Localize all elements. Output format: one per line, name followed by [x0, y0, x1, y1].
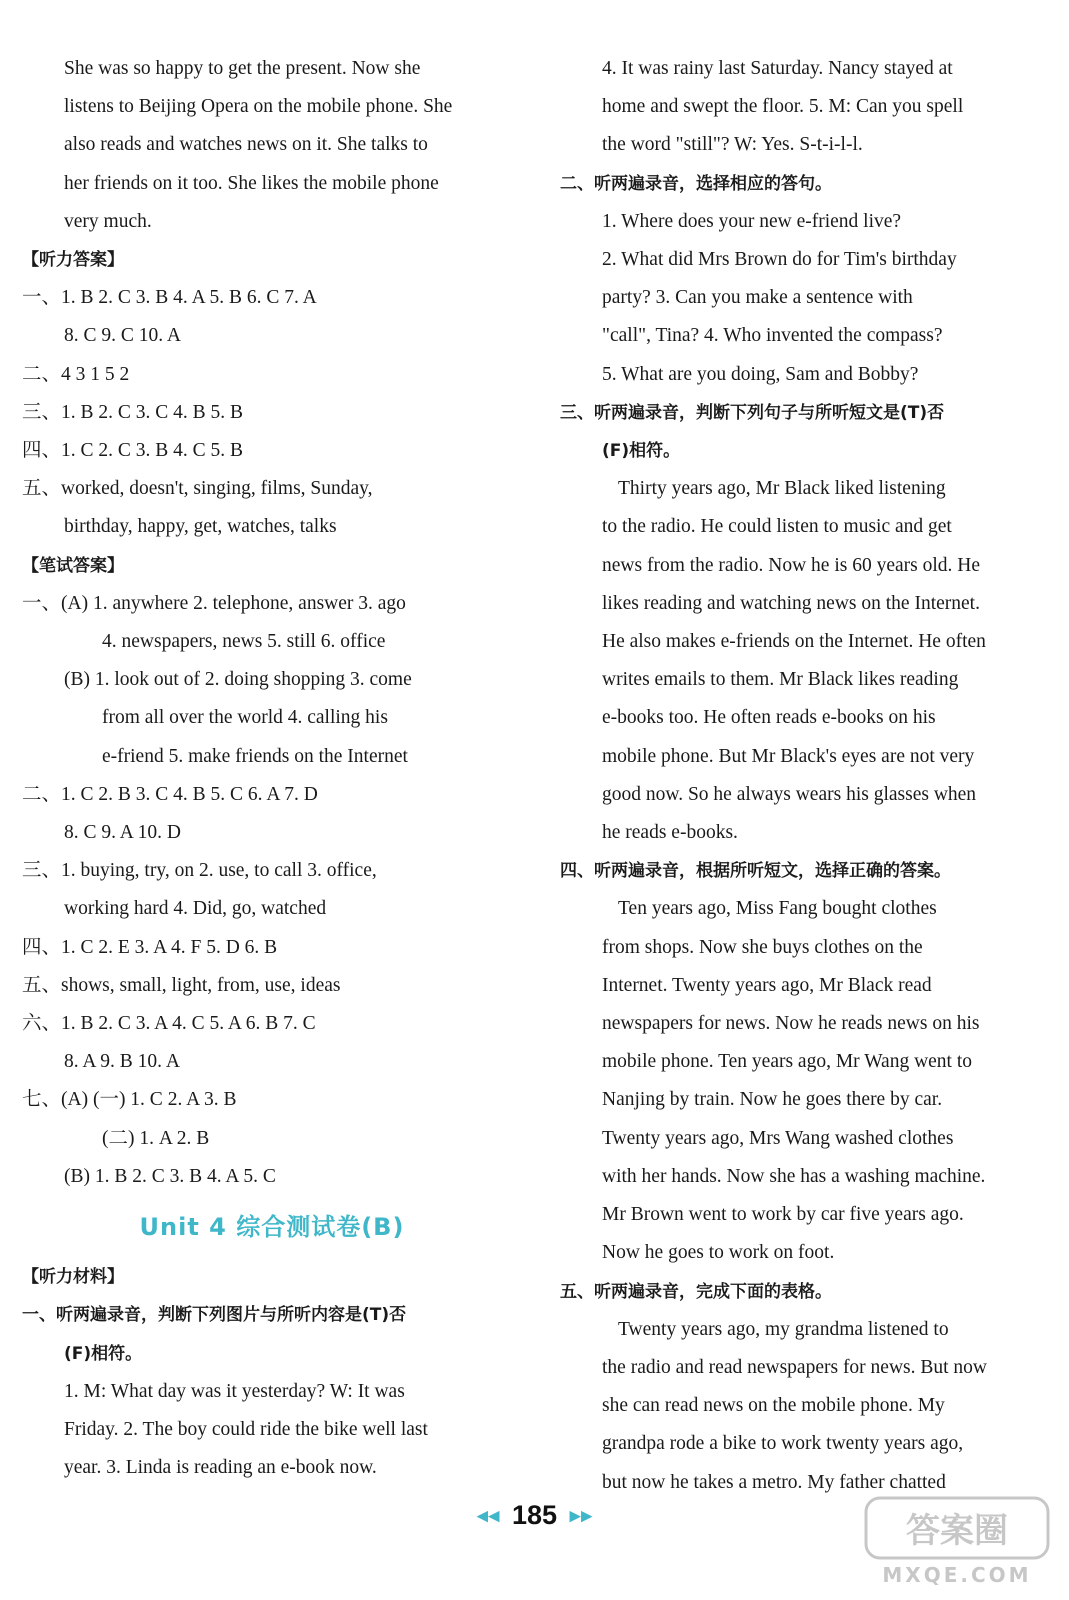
text-line: 二、1. C 2. B 3. C 4. B 5. C 6. A 7. D: [22, 783, 318, 805]
section-heading: 五、听两遍录音，完成下面的表格。: [560, 1281, 832, 1302]
text-line: the word "still"? W: Yes. S-t-i-l-l.: [602, 134, 863, 156]
text-line: Twenty years ago, my grandma listened to: [618, 1318, 949, 1340]
text-line: 4. newspapers, news 5. still 6. office: [102, 631, 386, 653]
text-line: 8. A 9. B 10. A: [64, 1051, 180, 1073]
section-heading: 【听力材料】: [22, 1267, 124, 1288]
text-line: to the radio. He could listen to music and get: [602, 516, 952, 538]
text-line: 4. It was rainy last Saturday. Nancy stayed at: [602, 58, 953, 79]
text-line: "call", Tina? 4. Who invented the compass?: [602, 325, 943, 347]
text-line: 四、1. C 2. C 3. B 4. C 5. B: [22, 440, 244, 462]
text-line: Ten years ago, Miss Fang bought clothes: [618, 898, 937, 920]
text-line: (二) 1. A 2. B: [102, 1127, 210, 1149]
text-line: Nanjing by train. Now he goes there by car.: [602, 1089, 943, 1111]
text-line: Friday. 2. The boy could ride the bike well last: [64, 1418, 428, 1440]
section-heading: 一、听两遍录音，判断下列图片与所听内容是(T)否: [22, 1305, 407, 1326]
text-line: He also makes e-friends on the Internet. He often: [602, 631, 986, 653]
text-line: but now he takes a metro. My father chatted: [602, 1471, 946, 1493]
section-heading: 四、听两遍录音，根据所听短文，选择正确的答案。: [560, 861, 951, 882]
text-line: mobile phone. But Mr Black's eyes are not very: [602, 745, 975, 767]
text-line: party? 3. Can you make a sentence with: [602, 287, 913, 309]
text-line: 六、1. B 2. C 3. A 4. C 5. A 6. B 7. C: [22, 1013, 316, 1035]
page-number: 185: [511, 1500, 558, 1530]
text-line: 五、worked, doesn't, singing, films, Sunday,: [22, 478, 373, 500]
text-line: She was so happy to get the present. Now she: [64, 58, 421, 79]
text-line: 七、(A) (一) 1. C 2. A 3. B: [22, 1089, 237, 1111]
text-line: newspapers for news. Now he reads news on his: [602, 1013, 980, 1035]
text-line: 一、(A) 1. anywhere 2. telephone, answer 3. ago: [22, 592, 406, 614]
text-line: news from the radio. Now he is 60 years old. He: [602, 554, 980, 576]
text-line: 8. C 9. C 10. A: [64, 325, 182, 347]
text-line: 五、shows, small, light, from, use, ideas: [22, 974, 341, 996]
section-heading: 三、听两遍录音，判断下列句子与所听短文是(T)否: [560, 402, 945, 423]
section-heading: 二、听两遍录音，选择相应的答句。: [560, 173, 832, 194]
section-heading: 【听力答案】: [22, 250, 124, 271]
text-line: writes emails to them. Mr Black likes reading: [602, 669, 959, 691]
text-line: Internet. Twenty years ago, Mr Black read: [602, 974, 932, 996]
text-line: her friends on it too. She likes the mobile phone: [64, 172, 439, 194]
text-line: he reads e-books.: [602, 822, 738, 844]
text-line: Twenty years ago, Mrs Wang washed clothes: [602, 1127, 954, 1149]
prev-arrows-icon: ◀◀: [476, 1507, 500, 1525]
svg-text:答案圈: 答案圈: [906, 1511, 1008, 1551]
text-line: 1. Where does your new e-friend live?: [602, 210, 902, 232]
text-line: 5. What are you doing, Sam and Bobby?: [602, 363, 919, 385]
text-line: (B) 1. look out of 2. doing shopping 3. come: [64, 669, 412, 691]
svg-text:MXQE.COM: MXQE.COM: [882, 1563, 1032, 1587]
text-line: also reads and watches news on it. She talks to: [64, 134, 428, 156]
right-column: [560, 50, 1040, 1502]
section-heading: (F)相符。: [64, 1343, 143, 1364]
text-line: 三、1. B 2. C 3. C 4. B 5. B: [22, 401, 244, 423]
text-line: 四、1. C 2. E 3. A 4. F 5. D 6. B: [22, 936, 278, 958]
text-line: Now he goes to work on foot.: [602, 1242, 835, 1264]
left-column: [22, 50, 522, 1487]
text-line: listens to Beijing Opera on the mobile phone. She: [64, 96, 453, 118]
text-line: very much.: [64, 210, 152, 232]
text-line: the radio and read newspapers for news. But now: [602, 1356, 988, 1378]
text-line: likes reading and watching news on the Internet.: [602, 592, 980, 614]
next-arrows-icon: ▶▶: [569, 1507, 593, 1525]
text-line: e-friend 5. make friends on the Internet: [102, 745, 408, 767]
text-line: she can read news on the mobile phone. My: [602, 1395, 945, 1417]
text-line: 一、1. B 2. C 3. B 4. A 5. B 6. C 7. A: [22, 287, 317, 309]
text-line: grandpa rode a bike to work twenty years ago,: [602, 1433, 964, 1455]
section-heading: 【笔试答案】: [22, 555, 124, 576]
text-line: working hard 4. Did, go, watched: [64, 898, 327, 920]
text-line: (B) 1. B 2. C 3. B 4. A 5. C: [64, 1165, 276, 1187]
text-line: mobile phone. Ten years ago, Mr Wang went to: [602, 1051, 973, 1073]
text-line: Mr Brown went to work by car five years ago.: [602, 1204, 964, 1226]
text-line: 三、1. buying, try, on 2. use, to call 3. office,: [22, 860, 377, 882]
text-line: 2. What did Mrs Brown do for Tim's birthday: [602, 249, 957, 271]
watermark-logo: [862, 1492, 1052, 1592]
section-title: Unit 4 综合测试卷(B): [139, 1213, 405, 1242]
section-heading: (F)相符。: [602, 441, 681, 462]
text-line: e-books too. He often reads e-books on his: [602, 707, 936, 729]
text-line: 1. M: What day was it yesterday? W: It was: [64, 1380, 405, 1402]
text-line: birthday, happy, get, watches, talks: [64, 516, 337, 538]
text-line: from all over the world 4. calling his: [102, 707, 388, 729]
text-line: Thirty years ago, Mr Black liked listening: [618, 478, 946, 500]
text-line: 二、4 3 1 5 2: [22, 363, 130, 385]
text-line: home and swept the floor. 5. M: Can you spell: [602, 96, 964, 118]
text-line: good now. So he always wears his glasses when: [602, 783, 977, 805]
text-line: from shops. Now she buys clothes on the: [602, 936, 923, 958]
text-line: year. 3. Linda is reading an e-book now.: [64, 1457, 377, 1479]
text-line: with her hands. Now she has a washing machine.: [602, 1165, 986, 1187]
text-line: 8. C 9. A 10. D: [64, 822, 182, 844]
